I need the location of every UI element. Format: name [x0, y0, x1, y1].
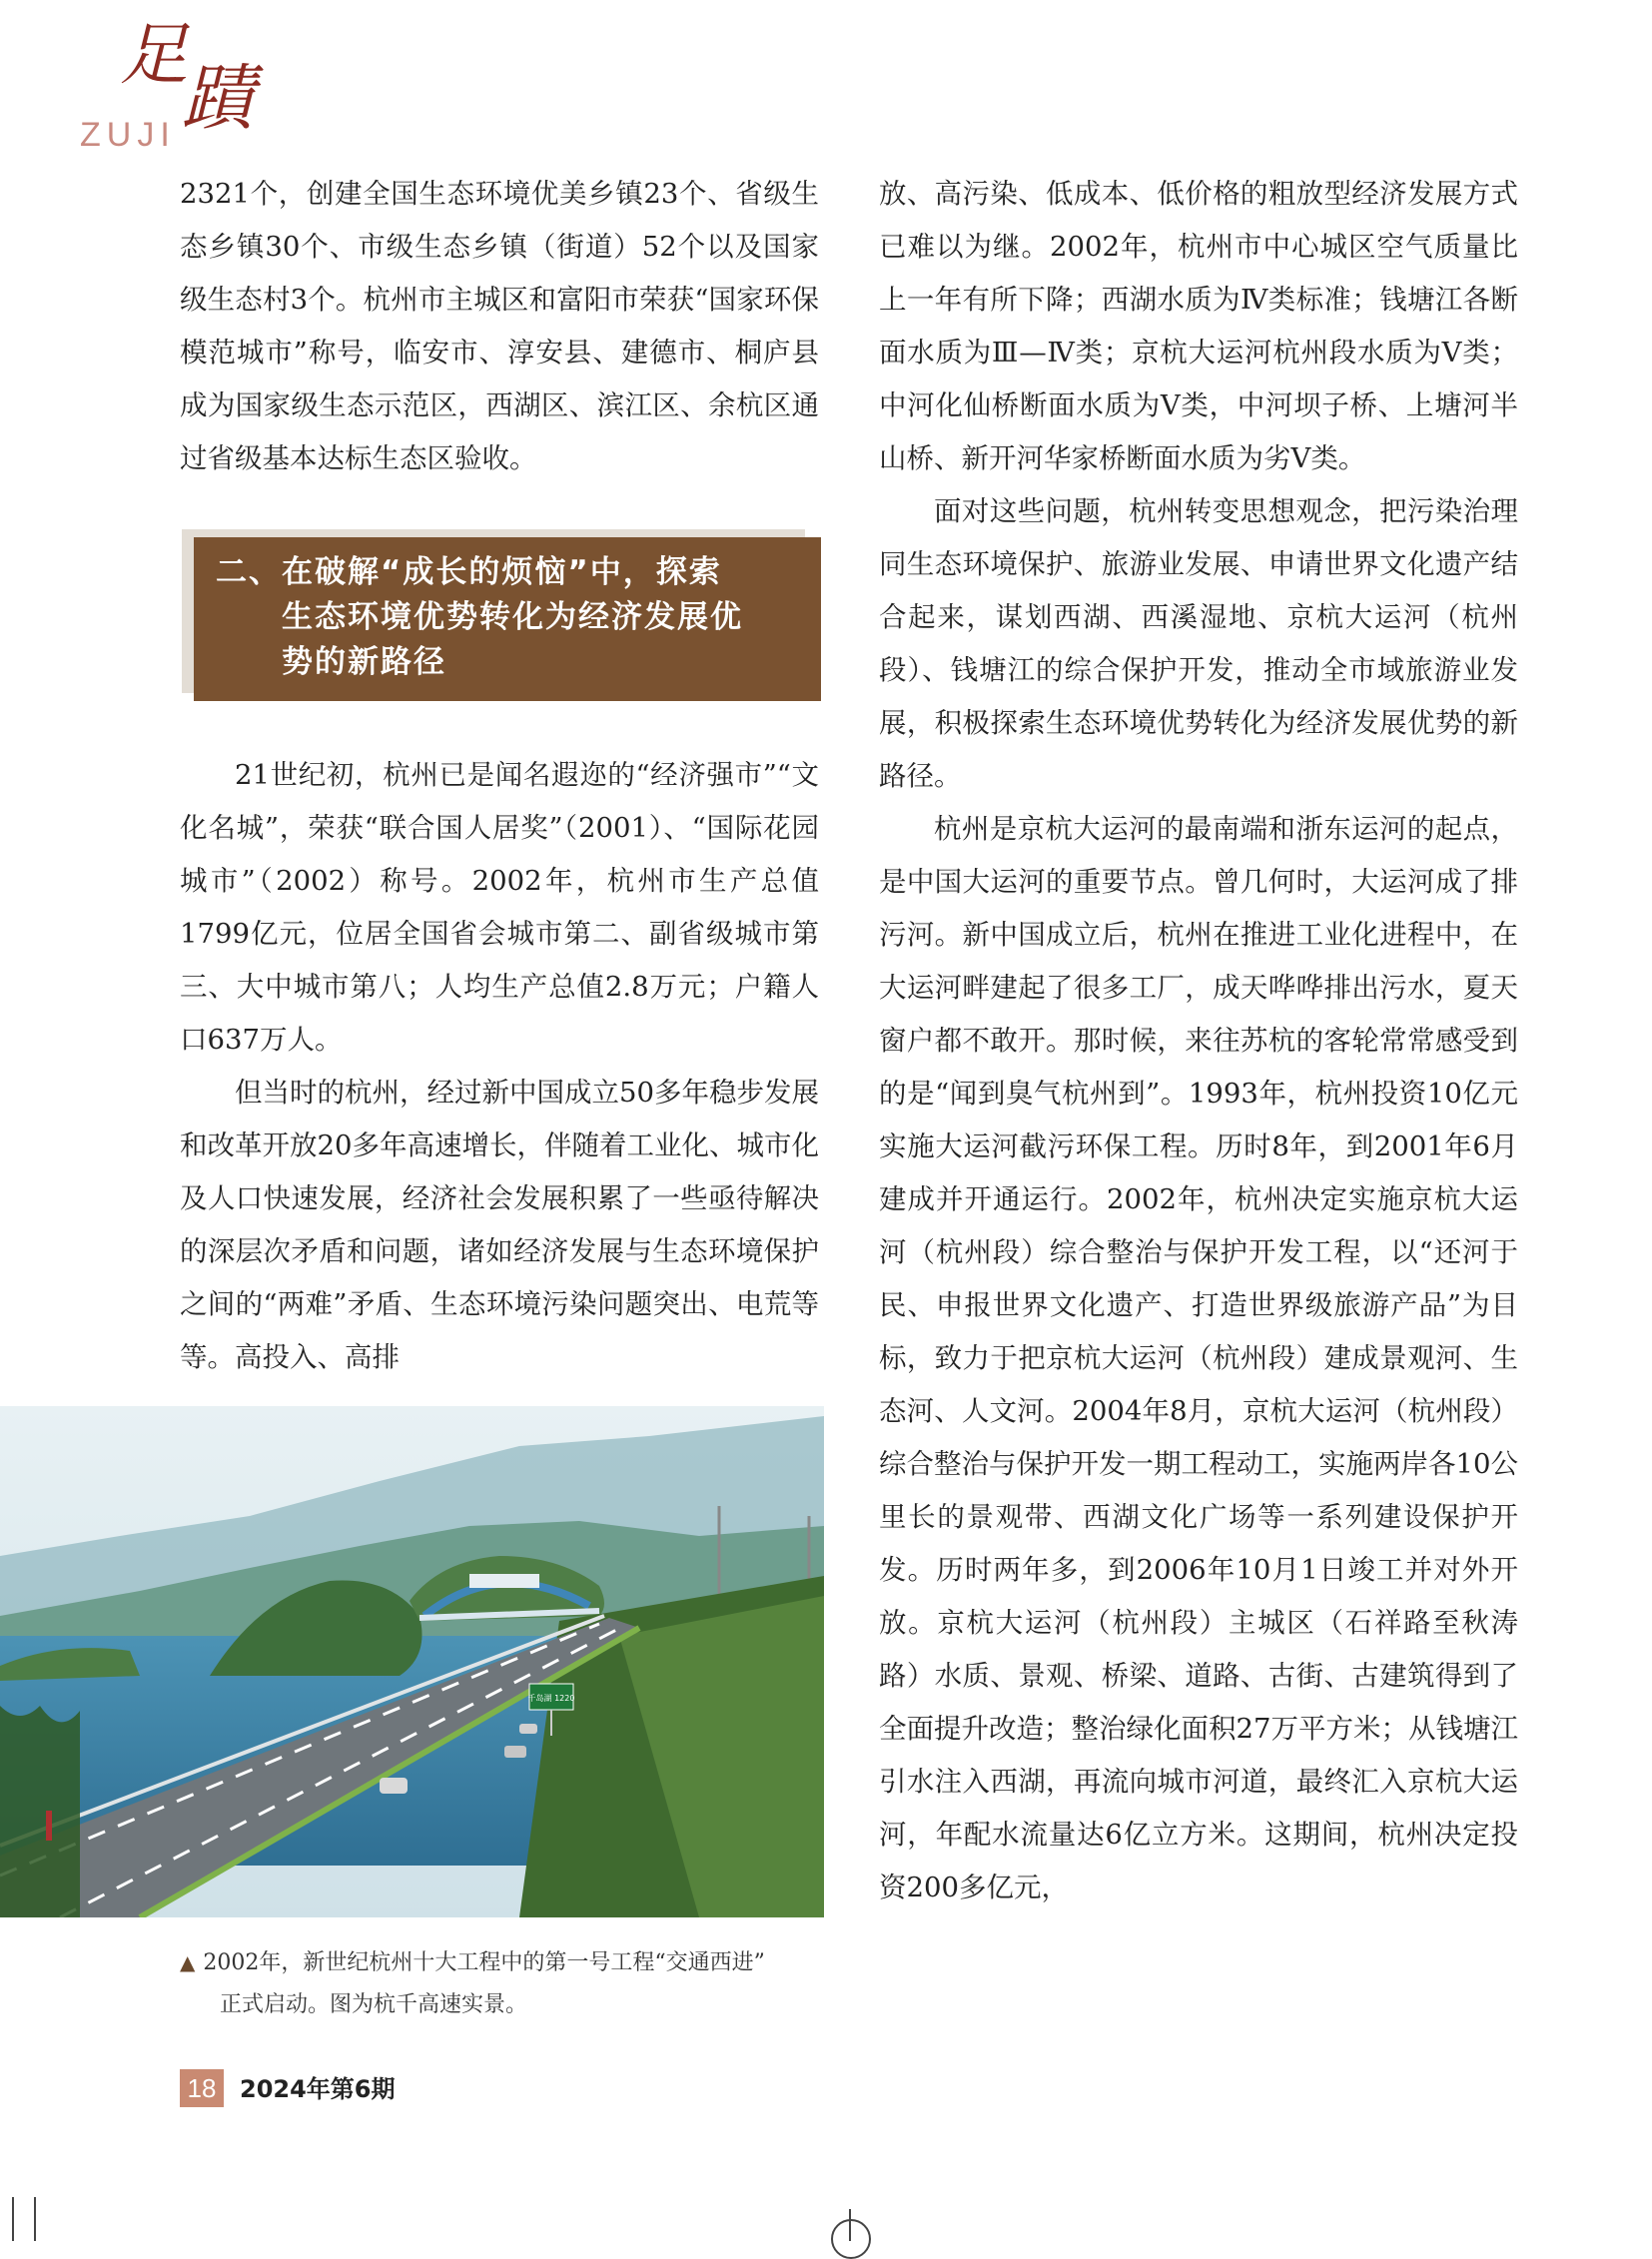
- logo-character-zu: 足: [120, 16, 189, 95]
- section-heading: [182, 529, 821, 701]
- crop-mark-left: [12, 2197, 36, 2241]
- triangle-marker-icon: ▲: [180, 1950, 196, 1974]
- caption-line-1: [180, 1941, 829, 1984]
- road-sign-text: 千岛湖 1220: [527, 1694, 575, 1703]
- right-column: [879, 168, 1518, 1914]
- paragraph-grand-canal: 杭州是京杭大运河的最南端和浙东运河的起点，是中国大运河的重要节点。曾几何时，大运河成了排污河。新中国成立后，杭州在推进工业化进程中，在大运河畔建起了很多工厂，成天哗哗排出污水，夏天窗户都不敢开。那时候，来往苏杭的客轮常常感受到的是“闻到臭气杭州到”。1993年，杭州投资10亿元实施大运河截污环保工程。历时8年，到2001年6月建成并开通运行。2002年，杭州决定实施京杭大运河（杭州段）综合整治与保护开发工程，以“还河于民、申报世界文化遗产、打造世界级旅游产品”为目标，致力于把京杭大运河（杭州段）建成景观河、生态河、人文河。2004年8月，京杭大运河（杭州段）综合整治与保护开发一期工程动工，实施两岸各10公里长的景观带、西湖文化广场等一系列建设保护开发。历时两年多，到2006年10月1日竣工并对外开放。京杭大运河（杭州段）主城区（石祥路至秋涛路）水质、景观、桥梁、道路、古街、古建筑得到了全面提升改造；整治绿化面积27万平方米；从钱塘江引水注入西湖，再流向城市河道，最终汇入京杭大运河，年配水流量达6亿立方米。这期间，杭州决定投资200多亿元，: [879, 813, 1518, 1903]
- heading-panel: [194, 537, 821, 701]
- paragraph-extensive-growth: 放、高污染、低成本、低价格的粗放型经济发展方式已难以为继。2002年，杭州市中心城区空气质量比上一年有所下降；西湖水质为Ⅳ类标准；钱塘江各断面水质为Ⅲ—Ⅳ类；京杭大运河杭州段水质为Ⅴ类；中河化仙桥断面水质为Ⅴ类，中河坝子桥、上塘河半山桥、新开河华家桥断面水质为劣Ⅴ类。: [879, 178, 1518, 474]
- caption-text-1: 2002年，新世纪杭州十大工程中的第一号工程“交通西进”: [203, 1950, 765, 1975]
- caption-line-2: 正式启动。图为杭千高速实景。: [220, 1992, 528, 2017]
- intro-paragraph: 2321个，创建全国生态环境优美乡镇23个、省级生态乡镇30个、市级生态乡镇（街道）52个以及国家级生态村3个。杭州市主城区和富阳市荣获“国家环保模范城市”称号，临安市、淳安县、建德市、桐庐县成为国家级生态示范区，西湖区、滨江区、余杭区通过省级基本达标生态区验收。: [180, 178, 819, 474]
- paragraph-21st-century: 21世纪初，杭州已是闻名遐迩的“经济强市”“文化名城”，荣获“联合国人居奖”（2001）、“国际花园城市”（2002）称号。2002年，杭州市生产总值1799亿元，位居全国省会城市第二、副省级城市第三、大中城市第八；人均生产总值2.8万元；户籍人口637万人。: [180, 759, 819, 1056]
- photo-caption: [180, 1941, 829, 2026]
- paragraph-problems: 但当时的杭州，经过新中国成立50多年稳步发展和改革开放20多年高速增长，伴随着工业化、城市化及人口快速发展，经济社会发展积累了一些亟待解决的深层次矛盾和问题，诸如经济发展与生态环境保护之间的“两难”矛盾、生态环境污染问题突出、电荒等等。高投入、高排: [180, 1077, 819, 1373]
- issue-label: 2024年第6期: [240, 2075, 396, 2103]
- highway-photo: [0, 1406, 824, 1917]
- left-column-intro: [180, 168, 819, 485]
- registration-mark-circle: [831, 2219, 871, 2259]
- page-number-badge: 18: [180, 2069, 224, 2107]
- paragraph-response: 面对这些问题，杭州转变思想观念，把污染治理同生态环境保护、旅游业发展、申请世界文化遗产结合起来，谋划西湖、西溪湿地、京杭大运河（杭州段）、钱塘江的综合保护开发，推动全市域旅游业发展，积极探索生态环境优势转化为经济发展优势的新路径。: [879, 495, 1518, 792]
- highway-scene-image: [0, 1406, 824, 1917]
- logo-character-ji: 蹟: [182, 56, 255, 140]
- left-column-body: [180, 749, 819, 1384]
- logo-latin-text: ZUJI: [80, 116, 176, 154]
- heading-line-2: 生态环境优势转化为经济发展优: [282, 599, 743, 635]
- heading-line-1: 二、在破解“成长的烦恼”中，探索: [216, 554, 722, 590]
- magazine-logo: [70, 16, 270, 154]
- heading-line-3: 势的新路径: [282, 644, 446, 680]
